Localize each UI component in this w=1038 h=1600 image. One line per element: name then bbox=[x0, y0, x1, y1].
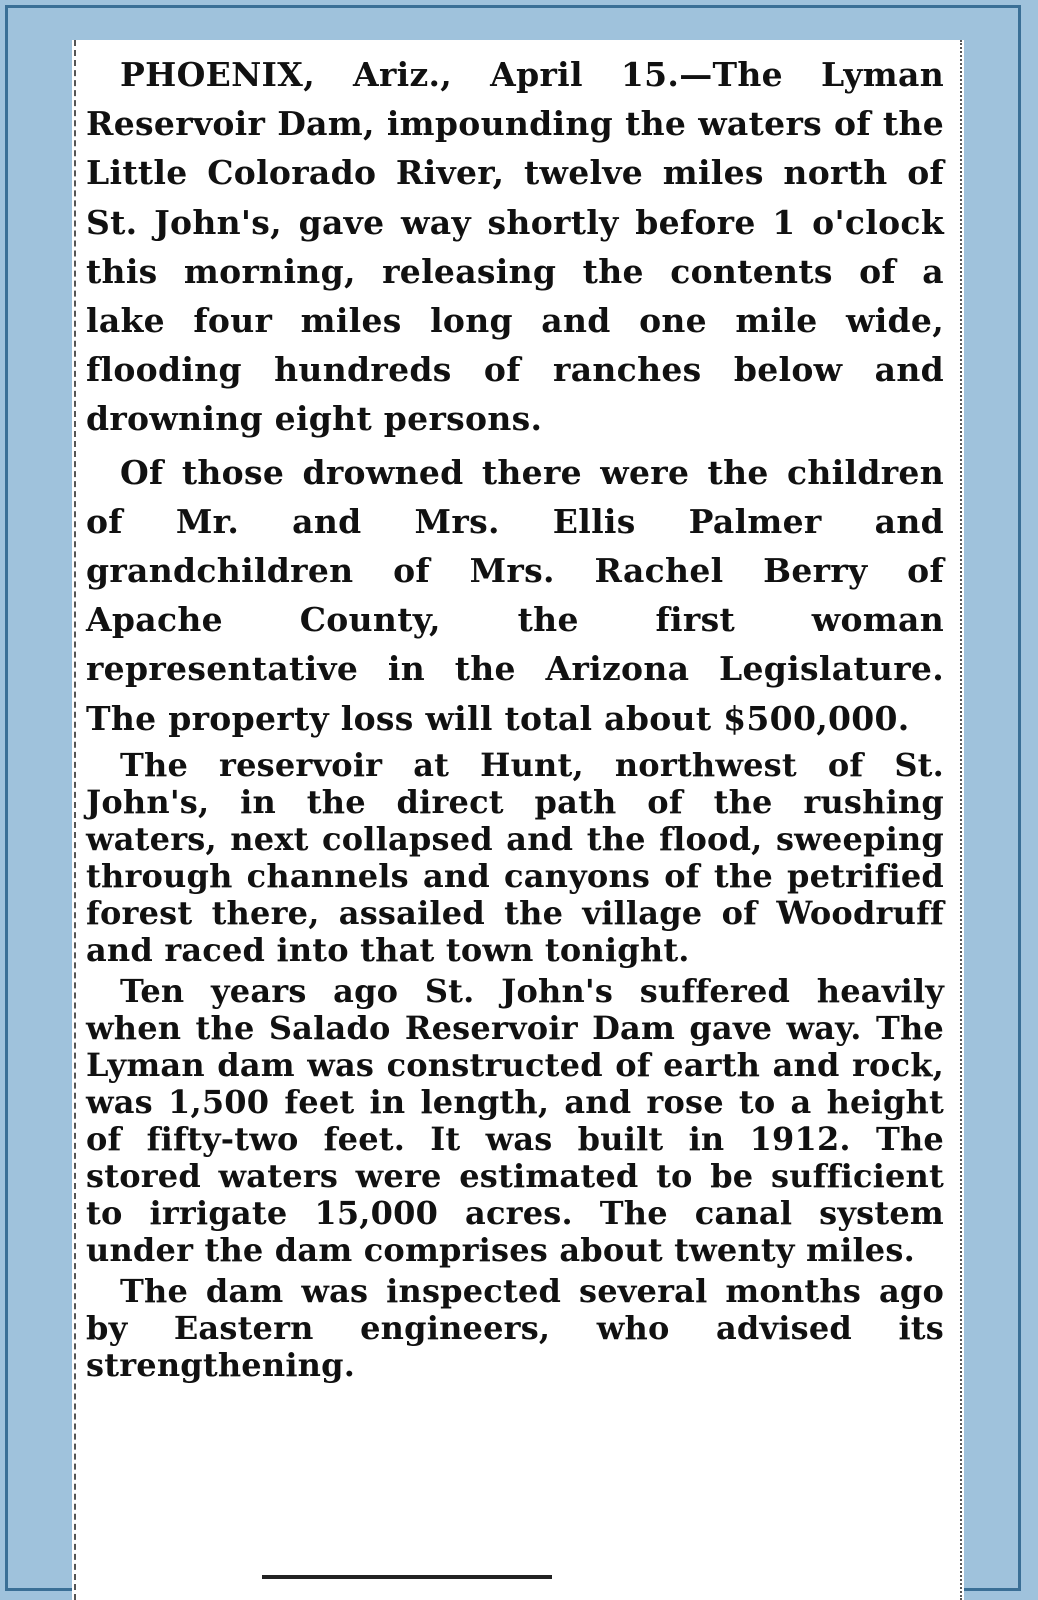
column-rule-right bbox=[960, 40, 962, 1600]
article-paragraph-3: The reservoir at Hunt, northwest of St. John's, in the direct path of the rushing waters, next collapsed and the flood, sweeping through channels and canyons of the petrified forest there, assailed the village of Woodruff and raced into that town tonight. bbox=[86, 745, 944, 969]
article-paragraph-2: Of those drowned there were the children of Mr. and Mrs. Ellis Palmer and grandchildren of Mrs. Rachel Berry of Apache County, the first woman representative in the Arizona Legislature. The property loss will total about $500,000. bbox=[86, 452, 944, 738]
newspaper-clipping bbox=[72, 40, 964, 1600]
article-paragraph-1: PHOENIX, Ariz., April 15.—The Lyman Reservoir Dam, impounding the waters of the Little Colorado River, twelve miles north of St. John's, gave way shortly before 1 o'clock this morning, releasing the contents of a lake four miles long and one mile wide, flooding hundreds of ranches below and drowning eight persons. bbox=[86, 55, 944, 439]
column-rule-left bbox=[74, 40, 76, 1600]
end-of-article-rule bbox=[262, 1575, 552, 1579]
article-paragraph-4: Ten years ago St. John's suffered heavily when the Salado Reservoir Dam gave way. The Lyman dam was constructed of earth and rock, was 1,500 feet in length, and rose to a height of fifty-two feet. It was built in 1912. The stored waters were estimated to be sufficient to irrigate 15,000 acres. The canal system under the dam comprises about twenty miles. bbox=[86, 971, 944, 1269]
article-paragraph-5: The dam was inspected several months ago by Eastern engineers, who advised its strengthening. bbox=[86, 1271, 944, 1384]
article-body bbox=[86, 50, 944, 1384]
